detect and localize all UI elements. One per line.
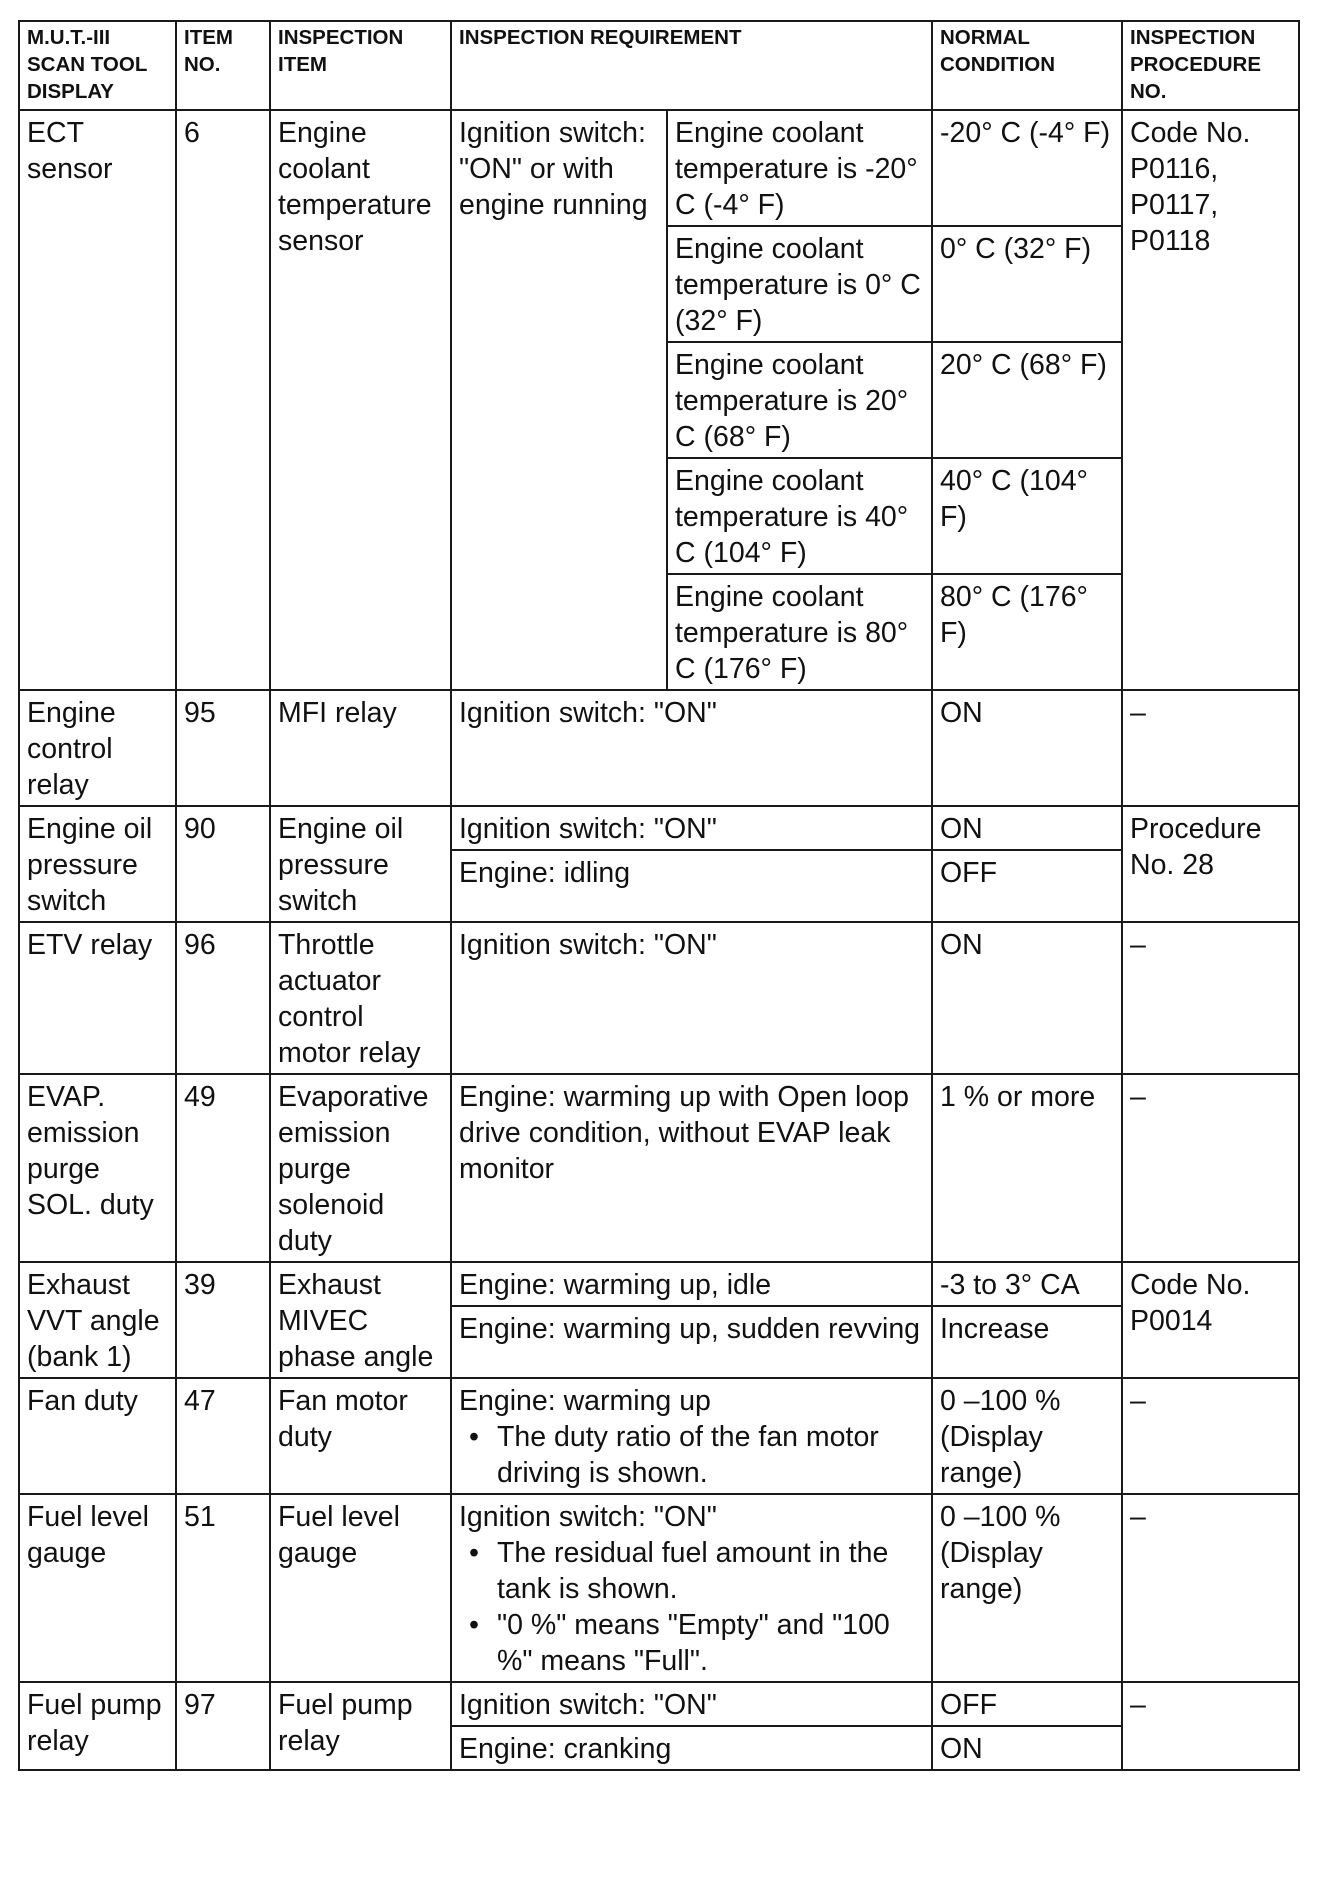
item-cell: Fuel pump relay (270, 1682, 451, 1770)
item-no-cell: 39 (176, 1262, 270, 1378)
normal-cell: OFF (932, 1682, 1122, 1726)
procedure-cell: Code No. P0116, P0117, P0118 (1122, 110, 1299, 690)
table-row (19, 922, 1299, 1074)
display-cell: Fan duty (19, 1378, 176, 1494)
requirement-cell (451, 1378, 932, 1494)
procedure-cell: Code No. P0014 (1122, 1262, 1299, 1378)
requirement-cell (451, 1494, 932, 1682)
table-row (19, 1074, 1299, 1262)
display-cell: ECT sensor (19, 110, 176, 690)
requirement-cell: Engine: warming up, sudden revving (451, 1306, 932, 1378)
item-no-cell: 90 (176, 806, 270, 922)
item-cell: Throttle actuator control motor relay (270, 922, 451, 1074)
procedure-cell: – (1122, 690, 1299, 806)
item-cell: MFI relay (270, 690, 451, 806)
item-no-cell: 6 (176, 110, 270, 690)
normal-cell: 0° C (32° F) (932, 226, 1122, 342)
requirement-cell: Engine: idling (451, 850, 932, 922)
condition-cell: Engine coolant temperature is -20° C (-4° F) (667, 110, 932, 226)
item-cell: Fuel level gauge (270, 1494, 451, 1682)
table-row (19, 690, 1299, 806)
requirement-cell: Ignition switch: "ON" (451, 806, 932, 850)
normal-cell: 0 –100 % (Display range) (932, 1378, 1122, 1494)
normal-cell: 40° C (104° F) (932, 458, 1122, 574)
normal-cell: 20° C (68° F) (932, 342, 1122, 458)
header-requirement: INSPECTION REQUIREMENT (451, 21, 932, 110)
requirement-cell: Ignition switch: "ON" or with engine running (451, 110, 667, 690)
procedure-cell: – (1122, 1378, 1299, 1494)
procedure-cell: Procedure No. 28 (1122, 806, 1299, 922)
condition-cell: Engine coolant temperature is 40° C (104° F) (667, 458, 932, 574)
list-item: • The duty ratio of the fan motor driving is shown. (459, 1419, 925, 1491)
item-no-cell: 47 (176, 1378, 270, 1494)
item-cell: Exhaust MIVEC phase angle (270, 1262, 451, 1378)
normal-cell: 80° C (176° F) (932, 574, 1122, 690)
table-row (19, 806, 1299, 850)
display-cell: Engine oil pressure switch (19, 806, 176, 922)
condition-cell: Engine coolant temperature is 80° C (176° F) (667, 574, 932, 690)
item-no-cell: 97 (176, 1682, 270, 1770)
header-procedure: INSPECTION PROCEDURE NO. (1122, 21, 1299, 110)
header-row (19, 21, 1299, 110)
display-cell: ETV relay (19, 922, 176, 1074)
requirement-cell: Ignition switch: "ON" (451, 922, 932, 1074)
display-cell: Fuel pump relay (19, 1682, 176, 1770)
item-no-cell: 96 (176, 922, 270, 1074)
bullet-list (459, 1419, 925, 1491)
normal-cell: OFF (932, 850, 1122, 922)
item-no-cell: 51 (176, 1494, 270, 1682)
procedure-cell: – (1122, 1074, 1299, 1262)
header-item-no: ITEM NO. (176, 21, 270, 110)
normal-cell: ON (932, 690, 1122, 806)
display-cell: Exhaust VVT angle (bank 1) (19, 1262, 176, 1378)
normal-cell: ON (932, 806, 1122, 850)
condition-cell: Engine coolant temperature is 20° C (68° F) (667, 342, 932, 458)
item-no-cell: 49 (176, 1074, 270, 1262)
condition-cell: Engine coolant temperature is 0° C (32° F) (667, 226, 932, 342)
requirement-cell: Engine: warming up, idle (451, 1262, 932, 1306)
display-cell: Engine control relay (19, 690, 176, 806)
display-cell: Fuel level gauge (19, 1494, 176, 1682)
item-cell: Fan motor duty (270, 1378, 451, 1494)
table-row (19, 110, 1299, 226)
requirement-text: Ignition switch: "ON" (459, 1501, 717, 1533)
item-cell: Evaporative emission purge solenoid duty (270, 1074, 451, 1262)
normal-cell: ON (932, 1726, 1122, 1770)
requirement-cell: Ignition switch: "ON" (451, 690, 932, 806)
item-no-cell: 95 (176, 690, 270, 806)
normal-cell: 0 –100 % (Display range) (932, 1494, 1122, 1682)
procedure-cell: – (1122, 922, 1299, 1074)
table-row (19, 1378, 1299, 1494)
requirement-cell: Ignition switch: "ON" (451, 1682, 932, 1726)
requirement-cell: Engine: cranking (451, 1726, 932, 1770)
normal-cell: 1 % or more (932, 1074, 1122, 1262)
table-row (19, 1262, 1299, 1306)
header-normal: NORMAL CONDITION (932, 21, 1122, 110)
list-item: • The residual fuel amount in the tank is shown. (459, 1535, 925, 1607)
requirement-text: Engine: warming up (459, 1385, 711, 1417)
requirement-cell: Engine: warming up with Open loop drive condition, without EVAP leak monitor (451, 1074, 932, 1262)
display-cell: EVAP. emission purge SOL. duty (19, 1074, 176, 1262)
item-cell: Engine coolant temperature sensor (270, 110, 451, 690)
normal-cell: -20° C (-4° F) (932, 110, 1122, 226)
header-item: INSPECTION ITEM (270, 21, 451, 110)
normal-cell: Increase (932, 1306, 1122, 1378)
list-item: • "0 %" means "Empty" and "100 %" means "Full". (459, 1607, 925, 1679)
item-cell: Engine oil pressure switch (270, 806, 451, 922)
procedure-cell: – (1122, 1682, 1299, 1770)
normal-cell: -3 to 3° CA (932, 1262, 1122, 1306)
table-row (19, 1682, 1299, 1726)
normal-cell: ON (932, 922, 1122, 1074)
header-display: M.U.T.-III SCAN TOOL DISPLAY (19, 21, 176, 110)
bullet-list (459, 1535, 925, 1679)
inspection-table (18, 20, 1300, 1771)
procedure-cell: – (1122, 1494, 1299, 1682)
table-row (19, 1494, 1299, 1682)
